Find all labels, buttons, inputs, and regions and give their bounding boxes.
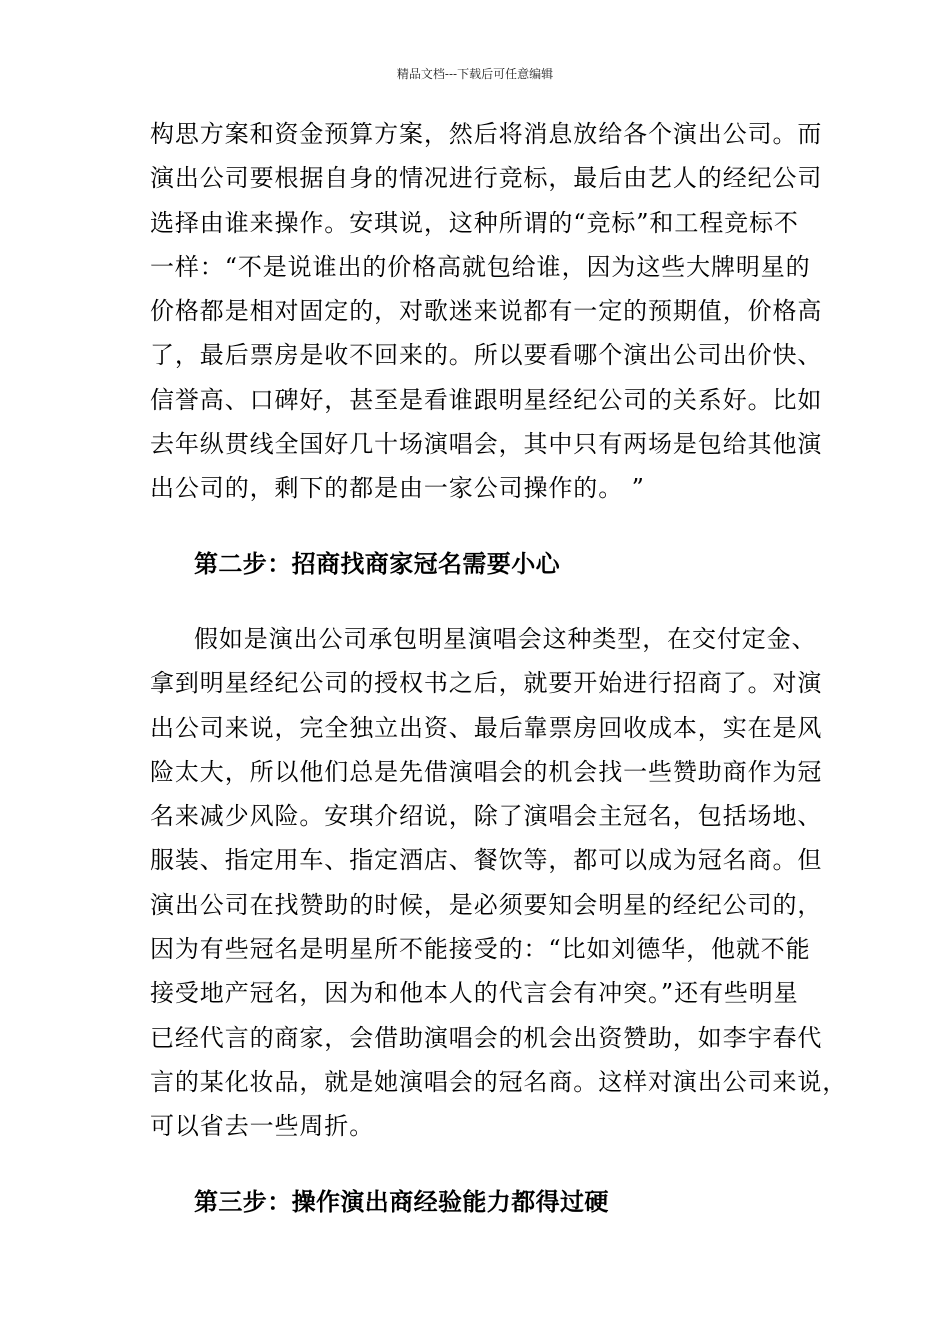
paragraph-2 (150, 617, 848, 1149)
section-heading-step-2: 第二步：招商找商家冠名需要小心 (194, 549, 560, 578)
text-line: 服装、指定用车、指定酒店、餐饮等，都可以成为冠名商。但 (150, 846, 823, 875)
text-line: 因为有些冠名是明星所不能接受的：“比如刘德华，他就不能 (150, 935, 811, 964)
paragraph-1 (150, 112, 823, 511)
document-body (150, 112, 848, 1224)
text-line: 险太大，所以他们总是先借演唱会的机会找一些赞助商作为冠 (150, 757, 823, 786)
text-line: 了，最后票房是收不回来的。所以要看哪个演出公司出价快、 (150, 341, 823, 370)
text-line: 去年纵贯线全国好几十场演唱会，其中只有两场是包给其他演 (150, 430, 823, 459)
text-line: 一样：“不是说谁出的价格高就包给谁，因为这些大牌明星的 (150, 252, 811, 281)
text-line: 选择由谁来操作。安琪说，这种所谓的“竞标”和工程竞标不 (150, 208, 799, 237)
text-line: 信誉高、口碑好，甚至是看谁跟明星经纪公司的关系好。比如 (150, 385, 823, 414)
text-line: 出公司来说，完全独立出资、最后靠票房回收成本，实在是风 (150, 713, 823, 742)
text-line: 名来减少风险。安琪介绍说，除了演唱会主冠名，包括场地、 (150, 802, 823, 831)
text-line: 演出公司要根据自身的情况进行竞标，最后由艺人的经纪公司 (150, 164, 823, 193)
spacer (150, 1149, 820, 1180)
text-line: 出公司的，剩下的都是由一家公司操作的。 ” (150, 474, 645, 503)
text-line: 构思方案和资金预算方案，然后将消息放给各个演出公司。而 (150, 120, 823, 148)
text-line: 接受地产冠名，因为和他本人的代言会有冲突。”还有些明星 (150, 979, 799, 1008)
section-heading-step-3: 第三步：操作演出商经验能力都得过硬 (194, 1187, 609, 1216)
text-line: 价格都是相对固定的，对歌迷来说都有一定的预期值，价格高 (150, 297, 823, 326)
text-line: 言的某化妆品，就是她演唱会的冠名商。这样对演出公司来说， (150, 1067, 848, 1096)
text-line: 假如是演出公司承包明星演唱会这种类型，在交付定金、 (194, 624, 817, 653)
text-line: 可以省去一些周折。 (150, 1112, 375, 1141)
text-line: 已经代言的商家，会借助演唱会的机会出资赞助，如李宇春代 (150, 1023, 823, 1052)
text-line: 拿到明星经纪公司的授权书之后，就要开始进行招商了。对演 (150, 669, 823, 698)
spacer (150, 511, 820, 542)
spacer (150, 586, 820, 617)
page-header: 精品文档---下载后可任意编辑 (396, 67, 554, 81)
text-line: 演出公司在找赞助的时候，是必须要知会明星的经纪公司的， (150, 890, 823, 919)
